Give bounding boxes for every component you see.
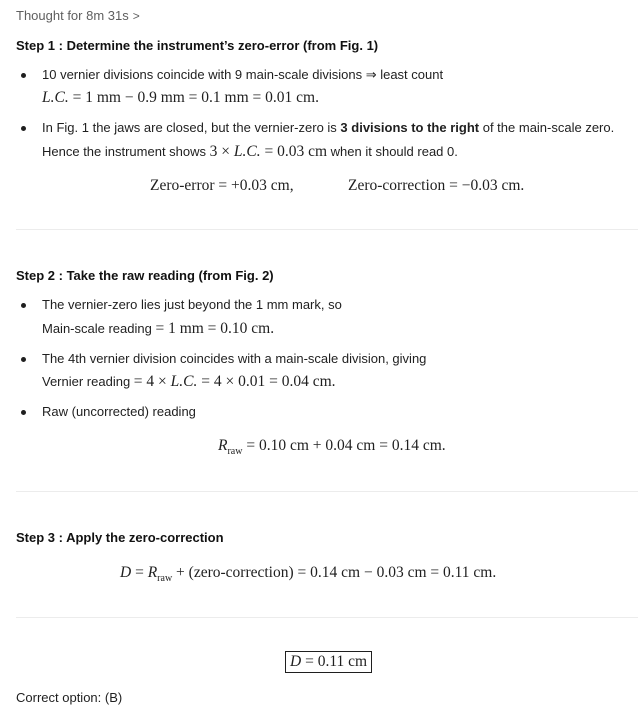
zero-error-equation: Zero-error = +0.03 cm,	[150, 177, 294, 194]
divider	[16, 229, 638, 230]
inline-equation: = 1 mm = 0.10 cm.	[155, 320, 275, 337]
lc-value: = 1 mm − 0.9 mm = 0.1 mm = 0.01 cm.	[68, 89, 319, 106]
emphasis-text: 3 divisions to the right	[340, 120, 480, 135]
text-segment: when it should read 0.	[327, 144, 458, 159]
thought-toggle[interactable]	[16, 8, 140, 23]
eq-part: + (zero-correction) = 0.14 cm − 0.03 cm = 0.11 cm.	[172, 564, 497, 581]
step1-bullet1-text: 10 vernier divisions coincide with 9 main-scale divisions ⇒ least count	[42, 67, 444, 82]
step2-bullet1-line2	[42, 320, 274, 338]
bullet-dot	[21, 410, 26, 415]
eq-part: =	[131, 564, 148, 581]
step3-heading: Step 3 : Apply the zero-correction	[16, 530, 224, 545]
eq-part: = 4 × 0.01 = 0.04 cm.	[197, 373, 336, 390]
r-symbol: R	[147, 564, 158, 581]
r-symbol: R	[218, 437, 228, 454]
eq-part: = 0.03 cm	[260, 143, 328, 160]
bullet-dot	[21, 357, 26, 362]
divider	[16, 491, 638, 492]
lc-symbol: L.C.	[170, 373, 198, 390]
step2-heading: Step 2 : Take the raw reading (from Fig. 2)	[16, 268, 274, 283]
step2-bullet3-text: Raw (uncorrected) reading	[42, 404, 196, 419]
text-segment: Hence the instrument shows	[42, 144, 210, 159]
step1-bullet2-line2	[42, 143, 458, 161]
eq-part: = 0.11 cm	[301, 653, 368, 670]
subscript: raw	[157, 573, 173, 585]
text-segment: Main-scale reading	[42, 321, 156, 336]
correct-option: Correct option: (B)	[16, 690, 123, 705]
step2-bullet1-text: The vernier-zero lies just beyond the 1 mm mark, so	[42, 297, 342, 312]
text-segment: of the main-scale zero.	[479, 120, 615, 135]
eq-part: = 0.10 cm + 0.04 cm = 0.14 cm.	[242, 437, 446, 454]
zero-correction-equation: Zero-correction = −0.03 cm.	[348, 177, 525, 194]
text-segment: In Fig. 1 the jaws are closed, but the vernier-zero is	[42, 120, 341, 135]
thought-label: Thought for 8m 31s	[16, 8, 129, 23]
step1-bullet1-equation	[42, 89, 319, 107]
inline-equation	[210, 143, 327, 160]
bullet-dot	[21, 73, 26, 78]
d-symbol: D	[290, 653, 302, 670]
chevron-right-icon: >	[132, 9, 140, 23]
lc-symbol: L.C.	[233, 143, 261, 160]
bullet-dot	[21, 126, 26, 131]
step1-heading: Step 1 : Determine the instrument’s zero-error (from Fig. 1)	[16, 38, 379, 53]
correction-equation	[120, 564, 496, 584]
d-symbol: D	[120, 564, 132, 581]
step2-bullet2-text: The 4th vernier division coincides with a main-scale division, giving	[42, 351, 427, 366]
lc-symbol: L.C.	[42, 89, 69, 106]
eq-part: = 4 ×	[133, 373, 171, 390]
final-answer-box	[285, 651, 372, 673]
step1-bullet2-line1	[42, 120, 614, 135]
text-segment: Vernier reading	[42, 374, 134, 389]
eq-part: 3 ×	[209, 143, 234, 160]
divider	[16, 617, 638, 618]
inline-equation	[134, 373, 336, 390]
step2-bullet2-line2	[42, 373, 336, 391]
raw-reading-equation	[218, 437, 446, 457]
subscript: raw	[227, 446, 243, 458]
bullet-dot	[21, 303, 26, 308]
